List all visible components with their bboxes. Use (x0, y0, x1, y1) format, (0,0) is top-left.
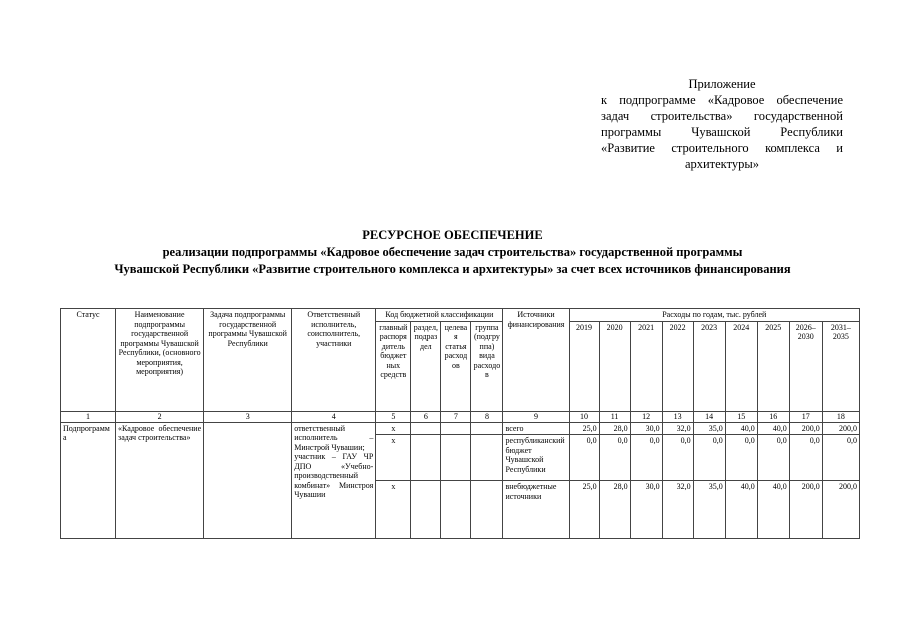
header-year: 2025 (757, 321, 789, 411)
task-cell (204, 422, 292, 539)
value-cell: 0,0 (630, 435, 662, 481)
grbs-cell: х (376, 481, 411, 539)
header-year: 2021 (630, 321, 662, 411)
appendix-block (601, 76, 843, 172)
value-cell: 0,0 (789, 435, 822, 481)
responsible-executor: ответственный исполнитель – Минстрой Чувашии; (294, 423, 374, 452)
grbs-cell: х (376, 422, 411, 435)
header-group: группа (подгруппа) вида расходов (471, 321, 503, 411)
column-number: 15 (725, 411, 757, 422)
value-cell: 0,0 (757, 435, 789, 481)
value-cell: 200,0 (822, 422, 859, 435)
value-cell: 28,0 (599, 481, 630, 539)
column-number: 5 (376, 411, 411, 422)
appendix-line: «Развитие строительного комплекса и (601, 141, 843, 155)
column-number: 1 (61, 411, 116, 422)
header-expenses: Расходы по годам, тыс. рублей (569, 309, 859, 322)
document-subtitle-line2: Чувашской Республики «Развитие строительного комплекса и архитектуры» за счет всех источников финансирования (114, 262, 791, 276)
header-year: 2031–2035 (822, 321, 859, 411)
source-cell: республиканский бюджет Чувашской Республики (503, 435, 569, 481)
target-cell (441, 435, 471, 481)
column-numbers-row (61, 411, 860, 422)
responsible-participant: участник – ГАУ ЧР ДПО «Учебно-производственный комбинат» Минстроя Чувашии (294, 452, 374, 499)
value-cell: 0,0 (822, 435, 859, 481)
header-budget-code: Код бюджетной классификации (376, 309, 503, 322)
column-number: 10 (569, 411, 599, 422)
appendix-line: программы Чувашской Республики (601, 125, 843, 139)
value-cell: 200,0 (789, 422, 822, 435)
group-cell (471, 435, 503, 481)
value-cell: 30,0 (630, 481, 662, 539)
column-number: 7 (441, 411, 471, 422)
appendix-line: задач строительства» государственной (601, 109, 843, 123)
column-number: 16 (757, 411, 789, 422)
value-cell: 25,0 (569, 422, 599, 435)
section-cell (411, 481, 441, 539)
section-cell (411, 435, 441, 481)
header-status: Статус (61, 309, 116, 412)
status-cell: Подпрограмма (61, 422, 116, 539)
header-year: 2024 (725, 321, 757, 411)
value-cell: 200,0 (822, 481, 859, 539)
value-cell: 28,0 (599, 422, 630, 435)
header-responsible: Ответственный исполнитель, соисполнитель, участники (292, 309, 376, 412)
column-number: 4 (292, 411, 376, 422)
header-task: Задача подпрограммы государственной программы Чувашской Республики (204, 309, 292, 412)
value-cell: 40,0 (757, 422, 789, 435)
group-cell (471, 481, 503, 539)
value-cell: 40,0 (725, 422, 757, 435)
value-cell: 0,0 (662, 435, 693, 481)
column-number: 14 (693, 411, 725, 422)
value-cell: 35,0 (693, 481, 725, 539)
grbs-cell: х (376, 435, 411, 481)
header-target: целевая статья расходов (441, 321, 471, 411)
column-number: 17 (789, 411, 822, 422)
column-number: 8 (471, 411, 503, 422)
header-name: Наименование подпрограммы государственной программы Чувашской Республики, (основного мероприятия, мероприятия) (116, 309, 204, 412)
value-cell: 40,0 (757, 481, 789, 539)
header-sources: Источники финансирования (503, 309, 569, 412)
column-number: 2 (116, 411, 204, 422)
value-cell: 40,0 (725, 481, 757, 539)
value-cell: 32,0 (662, 481, 693, 539)
header-year: 2023 (693, 321, 725, 411)
header-year: 2020 (599, 321, 630, 411)
responsible-cell (292, 422, 376, 539)
name-cell: «Кадровое обеспечение задач строительства» (116, 422, 204, 539)
value-cell: 200,0 (789, 481, 822, 539)
column-number: 13 (662, 411, 693, 422)
appendix-line: архитектуры» (684, 157, 760, 171)
value-cell: 25,0 (569, 481, 599, 539)
document-title: РЕСУРСНОЕ ОБЕСПЕЧЕНИЕ (362, 228, 543, 242)
value-cell: 32,0 (662, 422, 693, 435)
header-section: раздел, подраздел (411, 321, 441, 411)
column-number: 18 (822, 411, 859, 422)
group-cell (471, 422, 503, 435)
document-subtitle-line1: реализации подпрограммы «Кадровое обеспечение задач строительства» государственной программы (162, 245, 743, 259)
column-number: 9 (503, 411, 569, 422)
source-cell: всего (503, 422, 569, 435)
value-cell: 30,0 (630, 422, 662, 435)
target-cell (441, 481, 471, 539)
appendix-line: Приложение (688, 77, 756, 91)
target-cell (441, 422, 471, 435)
header-grbs: главный распорядитель бюджетных средств (376, 321, 411, 411)
appendix-line: к подпрограмме «Кадровое обеспечение (601, 93, 843, 107)
value-cell: 0,0 (725, 435, 757, 481)
value-cell: 0,0 (599, 435, 630, 481)
value-cell: 0,0 (569, 435, 599, 481)
column-number: 11 (599, 411, 630, 422)
column-number: 6 (411, 411, 441, 422)
header-year: 2022 (662, 321, 693, 411)
section-cell (411, 422, 441, 435)
header-year: 2026–2030 (789, 321, 822, 411)
resource-table (60, 308, 860, 539)
value-cell: 0,0 (693, 435, 725, 481)
source-cell: внебюджетные источники (503, 481, 569, 539)
value-cell: 35,0 (693, 422, 725, 435)
column-number: 3 (204, 411, 292, 422)
column-number: 12 (630, 411, 662, 422)
table-row (61, 422, 860, 435)
header-year: 2019 (569, 321, 599, 411)
